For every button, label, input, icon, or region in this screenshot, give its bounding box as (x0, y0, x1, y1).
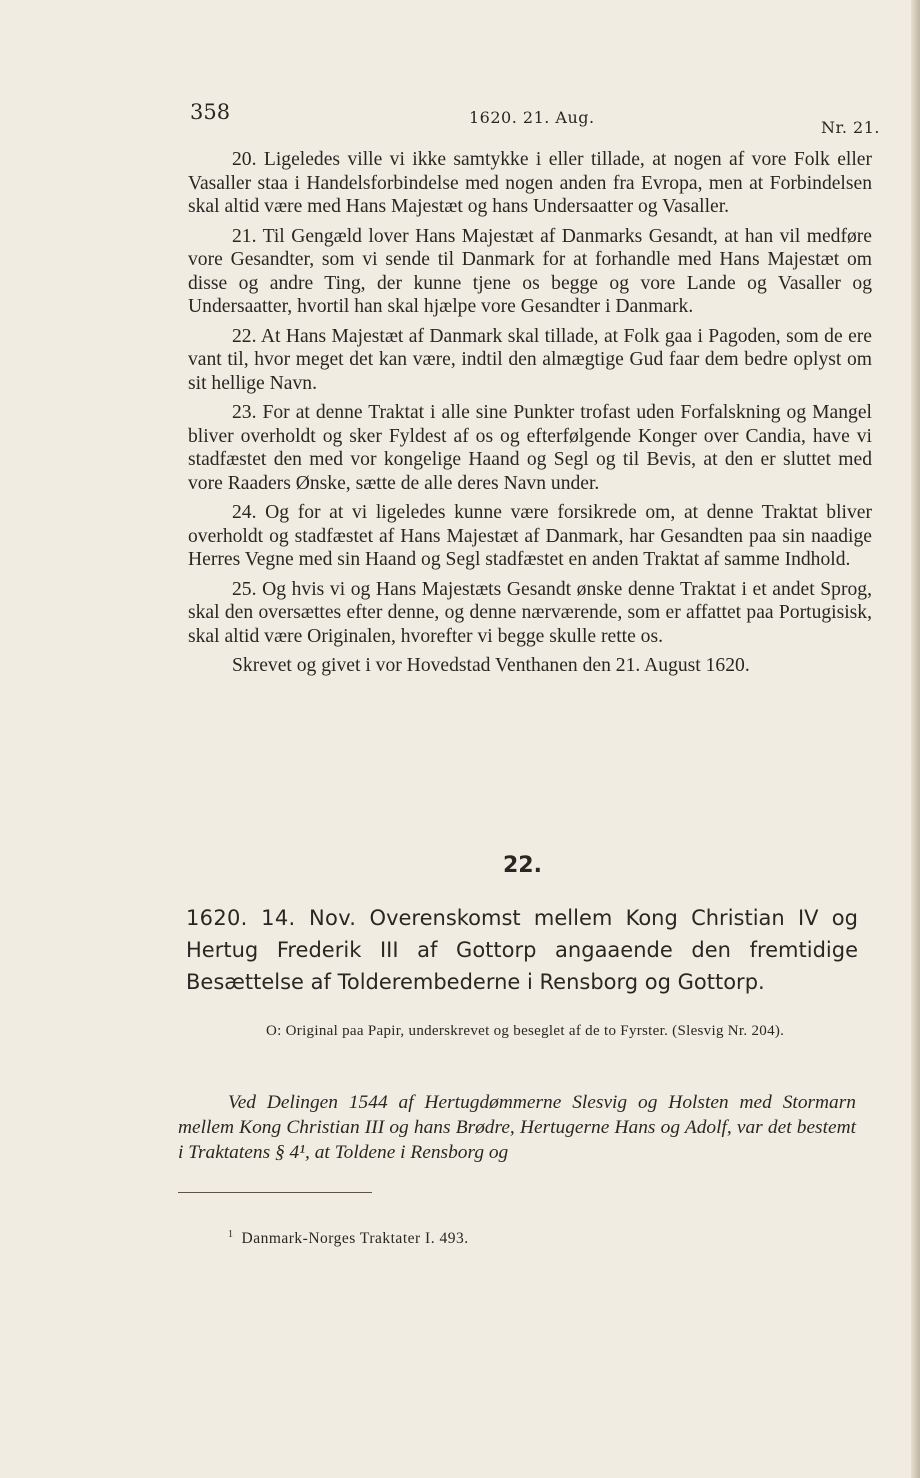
intro-paragraph: Ved Delingen 1544 af Hertugdømmerne Slesvig og Holsten med Stormarn mellem Kong Christian III og hans Brødre, Hertugerne Hans og Adolf, var det bestemt i Traktatens § 4¹, at Toldene i Rensborg og (178, 1092, 856, 1163)
article-20: 20. Ligeledes ville vi ikke samtykke i eller tillade, at nogen af vore Folk eller Vasaller staa i Handelsforbindelse med nogen anden fra Evropa, men at Forbindelsen skal altid være med Hans Majestæt og hans Undersaatter og Vasaller. (188, 149, 872, 217)
closing-line: Skrevet og givet i vor Hovedstad Venthanen den 21. August 1620. (232, 655, 750, 676)
treaty-articles (188, 148, 872, 684)
running-head-number: Nr. 21. (820, 118, 880, 137)
article-23: 23. For at denne Traktat i alle sine Punkter trofast uden Forfalskning og Mangel bliver overholdt og sker Fyldest af os og efterfølgende Konger over Candia, have vi stadfæstet den med vor kongelige Haand og Segl og til Bevis, at den er sluttet med vore Raaders Ønske, sætte de alle deres Navn under. (188, 402, 872, 494)
footnote-text: Danmark-Norges Traktater I. 493. (241, 1230, 469, 1248)
running-head (190, 100, 880, 140)
document-title: Overenskomst mellem Kong Christian IV og Hertug Frederik III af Gottorp angaaende den fremtidige Besættelse af Tolderembederne i Rensborg og Gottorp. (186, 906, 858, 994)
source-note: O: Original paa Papir, underskrevet og beseglet af de to Fyrster. (Slesvig Nr. 204). (266, 1023, 785, 1039)
document-date: 1620. 14. Nov. (186, 906, 357, 930)
page-number: 358 (190, 100, 231, 124)
footnote-marker: 1 (228, 1229, 234, 1240)
article-24: 24. Og for at vi ligeledes kunne være forsikrede om, at denne Traktat bliver overholdt og stadfæstet af Hans Majestæt af Danmark, har Gesandten paa sin naadige Herres Vegne med sin Haand og Segl stadfæstet en anden Traktat af samme Indhold. (188, 502, 872, 570)
document-number: 22. (503, 853, 542, 878)
article-22: 22. At Hans Majestæt af Danmark skal tillade, at Folk gaa i Pagoden, som de ere vant til, hvor meget det kan være, indtil den almægtige Gud faar dem bedre oplyst om sit hellige Navn. (188, 325, 872, 394)
article-21: 21. Til Gengæld lover Hans Majestæt af Danmarks Gesandt, at han vil medføre vore Gesandter, som vi sende til Danmark for at forhandle med Hans Majestæt om disse og andre Ting, der kunne tjene os begge og vore Lande og Vasaller og Undersaatter, hvortil han skal hjælpe vore Gesandter i Danmark. (188, 225, 872, 317)
footnote-rule (178, 1192, 372, 1193)
running-head-date: 1620. 21. Aug. (469, 108, 595, 127)
page-edge (911, 0, 920, 1478)
article-25: 25. Og hvis vi og Hans Majestæts Gesandt ønske denne Traktat i et andet Sprog, skal den oversættes efter denne, og denne nærværende, som er affattet paa Portugisisk, skal altid være Originalen, hvorefter vi begge skulle rette os. (188, 578, 872, 647)
footnote (228, 1229, 469, 1248)
document-heading (186, 902, 858, 998)
